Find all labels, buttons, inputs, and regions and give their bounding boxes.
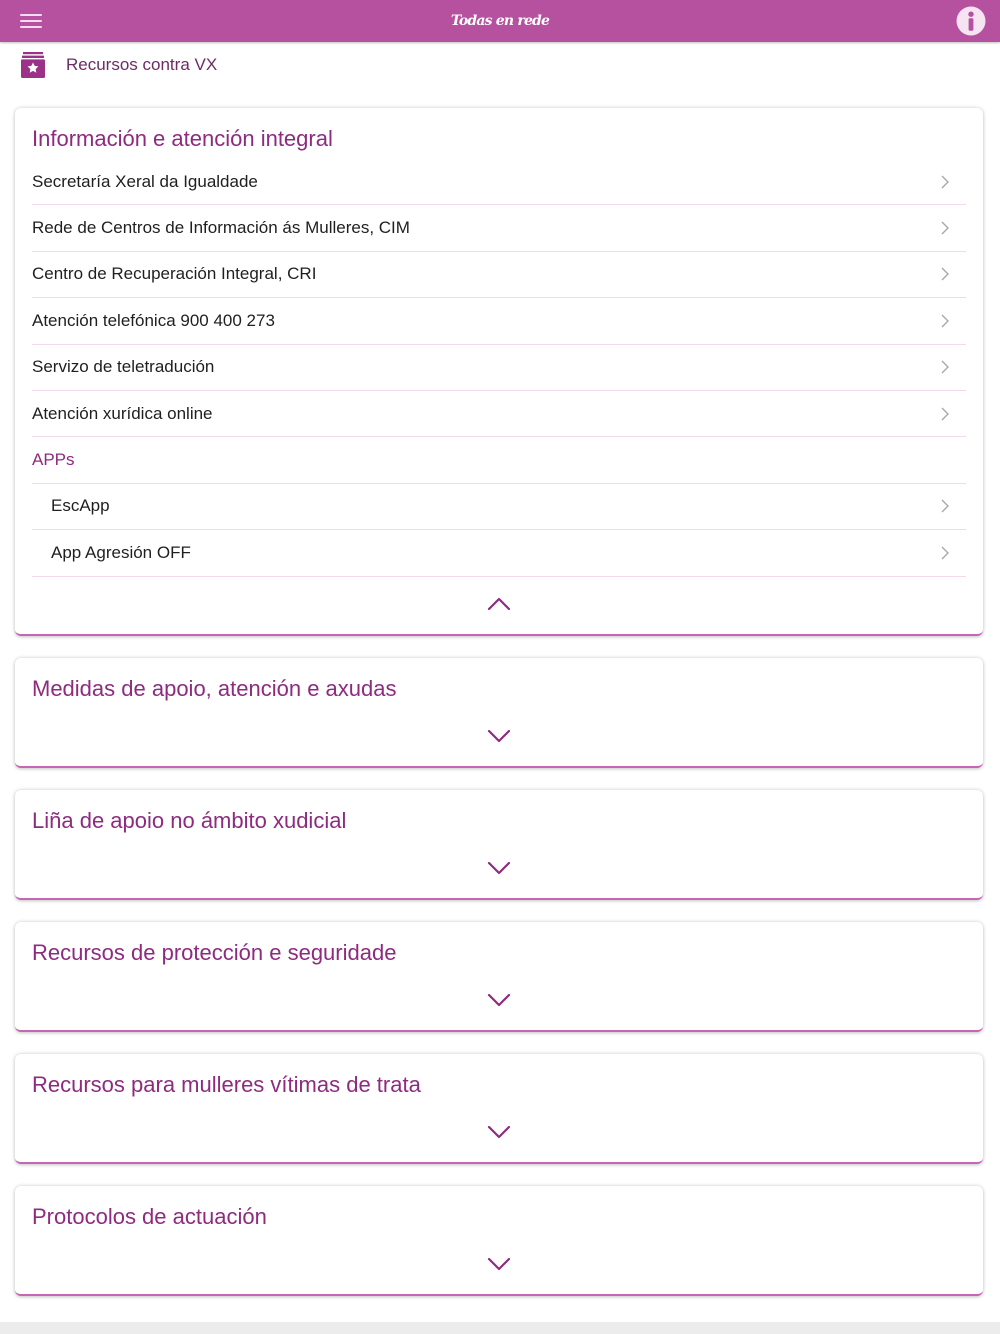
chevron-down-icon (487, 1257, 511, 1271)
app-header (0, 0, 1000, 42)
section-card-protocolos (15, 1186, 983, 1296)
section-card-xudicial (15, 790, 983, 900)
resource-link-app-agresion-off[interactable] (32, 530, 966, 576)
resource-link-atencion-telefonica[interactable] (32, 298, 966, 344)
chevron-right-icon (941, 314, 949, 328)
chevron-down-icon (487, 1125, 511, 1139)
chevron-up-icon (487, 597, 511, 611)
collapse-section-button[interactable] (32, 577, 966, 632)
section-title-informacion[interactable]: Información e atención integral (32, 126, 333, 151)
resource-link-label: Atención xurídica online (32, 403, 213, 423)
group-header-apps (32, 437, 966, 483)
expand-section-button[interactable] (32, 709, 966, 764)
resource-link-label: EscApp (51, 496, 110, 516)
breadcrumb (0, 42, 1000, 88)
section-title-protocolos[interactable]: Protocolos de actuación (32, 1203, 267, 1229)
chevron-down-icon (487, 729, 511, 743)
section-card-informacion (15, 108, 983, 636)
resource-link-label: Atención telefónica 900 400 273 (32, 310, 275, 330)
resource-link-atencion-xuridica[interactable] (32, 391, 966, 437)
chevron-right-icon (941, 499, 949, 513)
menu-button[interactable] (19, 14, 43, 28)
resource-link-label: Secretaría Xeral da Igualdade (32, 171, 258, 191)
hamburger-menu-icon (19, 14, 43, 28)
section-card-proteccion (15, 922, 983, 1032)
chevron-right-icon (941, 221, 949, 235)
chevron-right-icon (941, 267, 949, 281)
expand-section-button[interactable] (32, 973, 966, 1028)
resource-link-label: Centro de Recuperación Integral, CRI (32, 264, 317, 284)
expand-section-button[interactable] (32, 1237, 966, 1292)
app-title: Todas en rede (450, 13, 550, 29)
archive-box-icon (21, 52, 45, 78)
group-header-label: APPs (32, 450, 75, 470)
section-title-medidas[interactable]: Medidas de apoio, atención e axudas (32, 675, 397, 701)
chevron-right-icon (941, 407, 949, 421)
info-button[interactable] (956, 6, 986, 36)
info-icon (956, 6, 986, 36)
section-card-medidas (15, 658, 983, 768)
expand-section-button[interactable] (32, 841, 966, 896)
bottom-divider (0, 1322, 1000, 1334)
resource-link-label: App Agresión OFF (51, 542, 191, 562)
chevron-right-icon (941, 546, 949, 560)
resource-link-label: Servizo de teletradución (32, 357, 215, 377)
chevron-down-icon (487, 993, 511, 1007)
chevron-right-icon (941, 175, 949, 189)
section-title-xudicial[interactable]: Liña de apoio no ámbito xudicial (32, 807, 347, 833)
resource-link-centro-cri[interactable] (32, 252, 966, 298)
resource-link-label: Rede de Centros de Información ás Mulleres, CIM (32, 218, 410, 238)
section-title-proteccion[interactable]: Recursos de protección e seguridade (32, 939, 397, 965)
resource-link-rede-cim[interactable] (32, 205, 966, 251)
section-title-trata[interactable]: Recursos para mulleres vítimas de trata (32, 1071, 421, 1097)
section-card-trata (15, 1054, 983, 1164)
expand-section-button[interactable] (32, 1105, 966, 1160)
chevron-down-icon (487, 861, 511, 875)
sections-list (0, 88, 1000, 1296)
resource-link-escapp[interactable] (32, 484, 966, 530)
breadcrumb-label[interactable]: Recursos contra VX (66, 55, 218, 74)
chevron-right-icon (941, 360, 949, 374)
resource-link-secretaria-xeral[interactable] (32, 159, 966, 205)
resource-link-teletraducion[interactable] (32, 345, 966, 391)
